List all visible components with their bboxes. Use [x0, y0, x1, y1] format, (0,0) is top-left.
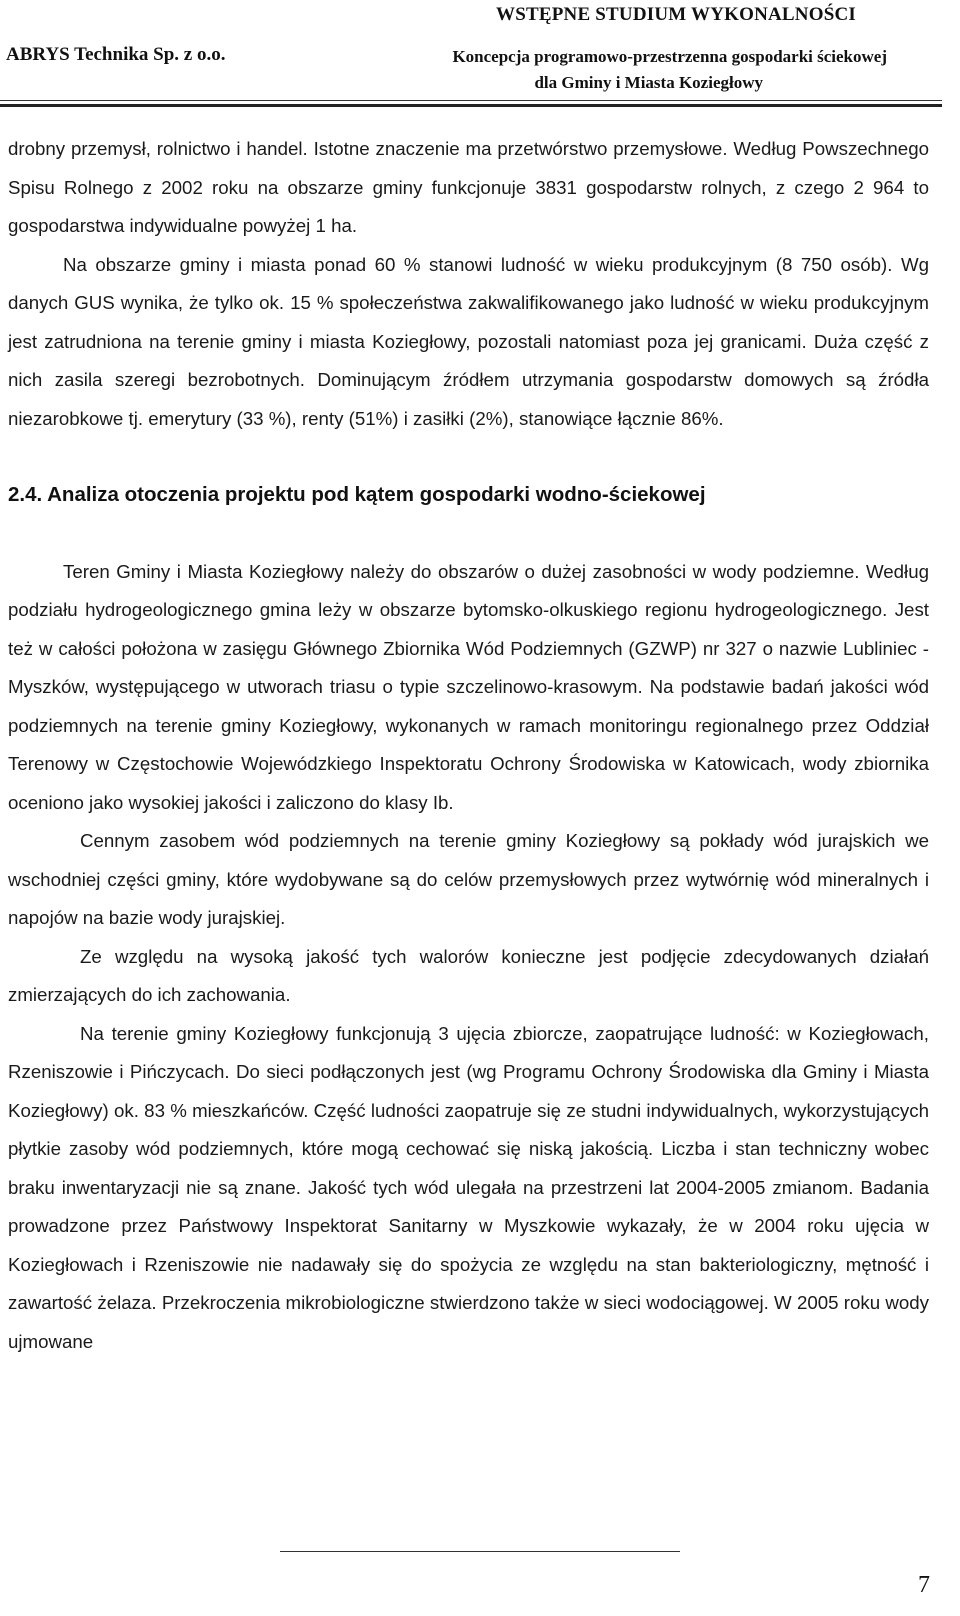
- page-number: 7: [918, 1572, 930, 1598]
- header-divider-thick: [0, 104, 942, 107]
- paragraph-population: Na obszarze gminy i miasta ponad 60 % stanowi ludność w wieku produkcyjnym (8 750 osób). Wg danych GUS wynika, że tylko ok. 15 % społeczeństwa zakwalifikowanego jako ludność w wieku produkcyjnym jest zatrudniona na terenie gminy i miasta Koziegłowy, pozostali natomiast poza jej granicami. Duża część z nich zasila szeregi bezrobotnych. Dominującym źródłem utrzymania gospodarstw domowych są źródła niezarobkowe tj. emerytury (33 %), renty (51%) i zasiłki (2%), stanowiące łącznie 86%.: [8, 253, 929, 429]
- paragraph-agriculture: drobny przemysł, rolnictwo i handel. Istotne znaczenie ma przetwórstwo przemysłowe. Według Powszechnego Spisu Rolnego z 2002 roku na obszarze gminy funkcjonuje 3831 gospodarstw rolnych, z czego 2 964 to gospodarstwa indywidualne powyżej 1 ha.: [8, 138, 929, 236]
- section-heading: 2.4. Analiza otoczenia projektu pod kątem gospodarki wodno-ściekowej: [8, 483, 706, 506]
- paragraph-water-intakes: Na terenie gminy Koziegłowy funkcjonują 3 ujęcia zbiorcze, zaopatrujące ludność: w Koziegłowach, Rzeniszowie i Pińczycach. Do sieci podłączonych jest (wg Programu Ochrony Środowiska dla Gminy i Miasta Koziegłowy) ok. 83 % mieszkańców. Część ludności zaopatruje się ze studni indywidualnych, wykorzystujących płytkie zasoby wód podziemnych, które mogą cechować się niską jakością. Liczba i stan techniczny wobec braku inwentaryzacji nie są znane. Jakość tych wód ulegała na przestrzeni lat 2004-2005 zmianom. Badania prowadzone przez Państwowy Inspektorat Sanitarny w Myszkowie wykazały, że w 2004 roku ujęcia w Koziegłowach i Rzeniszowie nie nadawały się do spożycia ze względu na stan bakteriologiczny, mętność i zawartość żelaza. Przekroczenia mikrobiologiczne stwierdzono także w sieci wodociągowej. W 2005 roku wody ujmowane: [8, 1022, 929, 1352]
- document-body: [8, 130, 929, 1361]
- header-subtitle-line1: Koncepcja programowo-przestrzenna gospodarki ściekowej: [452, 47, 887, 66]
- footer-divider: [280, 1551, 680, 1552]
- header-company: ABRYS Technika Sp. z o.o.: [6, 44, 226, 65]
- header-subtitle-line2: dla Gminy i Miasta Koziegłowy: [534, 73, 763, 92]
- paragraph-groundwater: Teren Gminy i Miasta Koziegłowy należy do obszarów o dużej zasobności w wody podziemne. Według podziału hydrogeologicznego gmina leży w obszarze bytomsko-olkuskiego regionu hydrogeologicznego. Jest też w całości położona w zasięgu Głównego Zbiornika Wód Podziemnych (GZWP) nr 327 o nazwie Lubliniec - Myszków, występującego w utworach triasu o typie szczelinowo-krasowym. Na podstawie badań jakości wód podziemnych na terenie gminy Koziegłowy, wykonanych w ramach monitoringu regionalnego przez Oddział Terenowy w Częstochowie Wojewódzkiego Inspektoratu Ochrony Środowiska w Katowicach, wody zbiornika oceniono jako wysokiej jakości i zaliczono do klasy Ib.: [8, 560, 929, 813]
- paragraph-protection: Ze względu na wysoką jakość tych walorów konieczne jest podjęcie zdecydowanych działań zmierzających do ich zachowania.: [8, 945, 929, 1005]
- header-title: WSTĘPNE STUDIUM WYKONALNOŚCI: [496, 4, 856, 25]
- paragraph-jurassic-water: Cennym zasobem wód podziemnych na terenie gminy Koziegłowy są pokłady wód jurajskich we wschodniej części gminy, które wydobywane są do celów przemysłowych przez wytwórnię wód mineralnych i napojów na bazie wody jurajskiej.: [8, 830, 929, 928]
- header-divider-thin: [0, 100, 942, 101]
- page-header: [0, 0, 960, 112]
